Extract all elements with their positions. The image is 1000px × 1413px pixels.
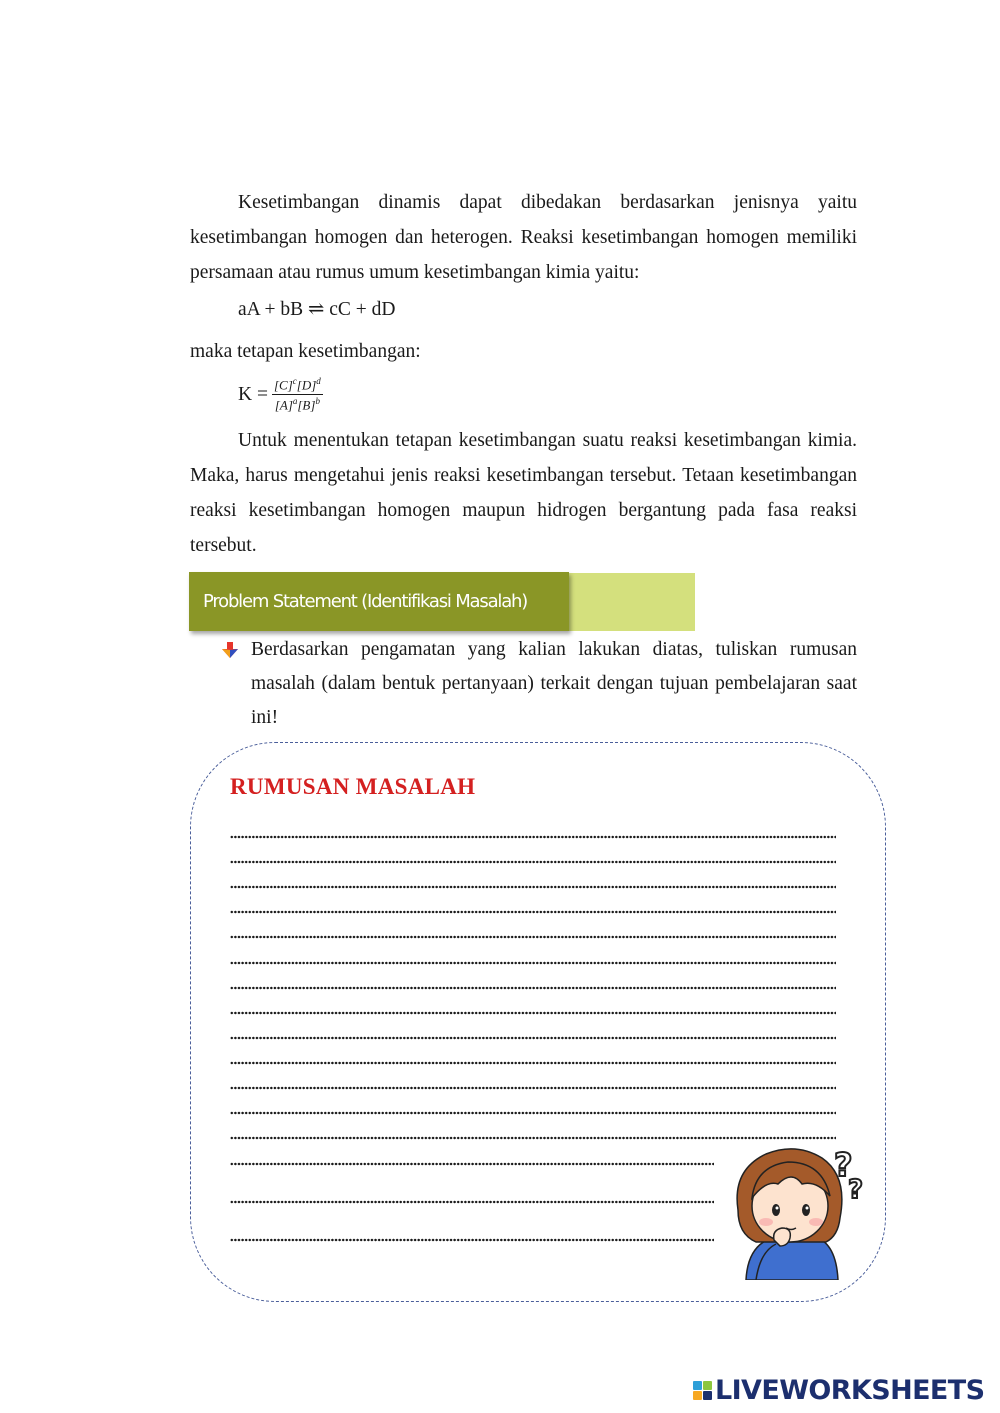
constant-intro: maka tetapan kesetimbangan:	[190, 341, 421, 362]
intro-paragraph: Kesetimbangan dinamis dapat dibedakan berdasarkan jenisnya yaitu kesetimbangan homogen dan heterogen. Reaksi kesetimbangan homogen memiliki persamaan atau rumus umum kesetimbangan kimia yaitu:	[190, 192, 857, 283]
thinking-girl-icon	[726, 1140, 876, 1280]
answer-line[interactable]	[230, 1036, 836, 1040]
answer-line-short[interactable]	[230, 1238, 714, 1242]
answer-line[interactable]	[230, 885, 836, 889]
section-banner-title: Problem Statement (Identifikasi Masalah)	[189, 572, 569, 631]
answer-line[interactable]	[230, 1111, 836, 1115]
svg-text:?: ?	[834, 1146, 853, 1184]
equilibrium-constant-formula	[238, 376, 323, 414]
arrow-bullet-icon	[221, 641, 239, 659]
answer-line[interactable]	[230, 1086, 836, 1090]
answer-line-short[interactable]	[230, 1162, 714, 1166]
k-numerator: $[C]^c[D]^d$	[272, 376, 323, 395]
logo-badge	[693, 1381, 712, 1400]
answer-line[interactable]	[230, 986, 836, 990]
reaction-equation: aA + bB ⇌ cC + dD	[238, 299, 396, 320]
answer-line[interactable]	[230, 961, 836, 965]
logo-text: LIVEWORKSHEETS	[715, 1374, 985, 1406]
svg-text:?: ?	[848, 1175, 864, 1205]
section-banner-accent	[566, 573, 695, 631]
answer-line[interactable]	[230, 860, 836, 864]
answer-line[interactable]	[230, 935, 836, 939]
answer-line[interactable]	[230, 1061, 836, 1065]
answer-box-title: RUMUSAN MASALAH	[230, 774, 476, 799]
k-denominator: $[A]^a[B]^b$	[274, 396, 320, 413]
answer-line[interactable]	[230, 1011, 836, 1015]
liveworksheets-logo	[693, 1374, 984, 1406]
answer-line[interactable]	[230, 835, 836, 839]
answer-line-short[interactable]	[230, 1200, 714, 1204]
answer-line[interactable]	[230, 910, 836, 914]
explanation-paragraph: Untuk menentukan tetapan kesetimbangan suatu reaksi kesetimbangan kimia. Maka, harus mengetahui jenis reaksi kesetimbangan tersebut. Tetaan kesetimbangan reaksi kesetimbangan homogen maupun hidrogen bergantung pada fasa reaksi tersebut.	[190, 430, 857, 556]
instruction-text: Berdasarkan pengamatan yang kalian lakukan diatas, tuliskan rumusan masalah (dalam bentuk pertanyaan) terkait dengan tujuan pembelajaran saat ini!	[251, 639, 857, 728]
k-fraction	[272, 376, 323, 414]
k-lhs: K =	[238, 383, 268, 405]
